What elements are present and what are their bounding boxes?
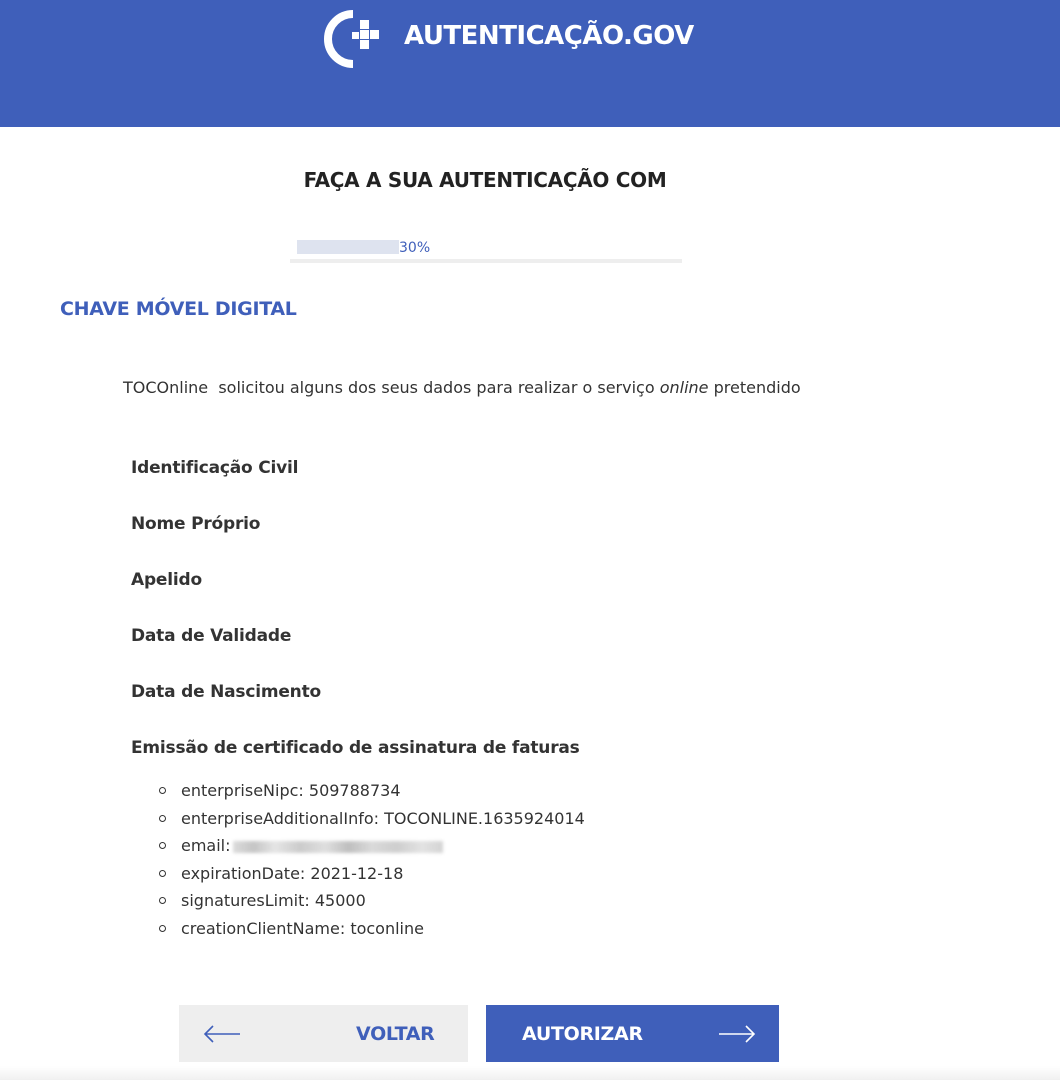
brand-title: AUTENTICAÇÃO.GOV	[404, 21, 694, 51]
field-data-validade: Data de Validade	[131, 626, 292, 646]
intro-text-before: solicitou alguns dos seus dados para realizar o serviço	[218, 378, 655, 397]
list-item-text: enterpriseNipc: 509788734	[181, 781, 401, 800]
arrow-left-icon	[203, 1024, 241, 1044]
progress-label: 30%	[399, 240, 431, 256]
intro-emphasis: online	[659, 378, 709, 397]
field-nome-proprio: Nome Próprio	[131, 514, 261, 534]
bullet-icon	[159, 870, 166, 877]
progress-bar-fill	[297, 240, 399, 254]
redacted-email	[233, 841, 443, 853]
bullet-icon	[159, 842, 166, 849]
arrow-right-icon	[718, 1024, 756, 1044]
authorize-button[interactable]	[486, 1005, 779, 1062]
page-title: FAÇA A SUA AUTENTICAÇÃO COM	[303, 168, 667, 192]
list-item-text: email:	[181, 836, 231, 856]
bottom-shadow	[0, 1066, 1060, 1080]
field-emissao-certificado: Emissão de certificado de assinatura de faturas	[131, 738, 580, 758]
bullet-icon	[159, 815, 166, 822]
list-item-text: enterpriseAdditionalInfo: TOCONLINE.1635924014	[181, 808, 585, 828]
back-button-label: VOLTAR	[356, 1023, 435, 1045]
list-item	[158, 808, 585, 836]
list-item-text: signaturesLimit: 45000	[181, 891, 366, 911]
bullet-icon	[159, 787, 166, 794]
autenticacao-gov-logo-icon	[322, 10, 384, 68]
list-item	[158, 835, 585, 863]
intro-text-after: pretendido	[713, 378, 801, 397]
certificate-details-list	[158, 780, 585, 946]
field-identificacao-civil: Identificação Civil	[131, 458, 299, 478]
list-item-text: creationClientName: toconline	[181, 918, 424, 938]
list-item	[158, 780, 585, 808]
requester-name: TOCOnline	[123, 378, 209, 397]
section-title: CHAVE MÓVEL DIGITAL	[60, 298, 297, 320]
top-header	[0, 0, 1060, 127]
authorize-button-label: AUTORIZAR	[522, 1023, 643, 1045]
list-item	[158, 863, 585, 891]
list-item	[158, 918, 585, 946]
progress-track	[290, 259, 682, 263]
bullet-icon	[159, 925, 166, 932]
list-item	[158, 890, 585, 918]
back-button[interactable]	[179, 1005, 468, 1062]
field-apelido: Apelido	[131, 570, 202, 590]
list-item-text: expirationDate: 2021-12-18	[181, 863, 404, 883]
field-data-nascimento: Data de Nascimento	[131, 682, 321, 702]
intro-text	[123, 377, 801, 399]
bullet-icon	[159, 897, 166, 904]
